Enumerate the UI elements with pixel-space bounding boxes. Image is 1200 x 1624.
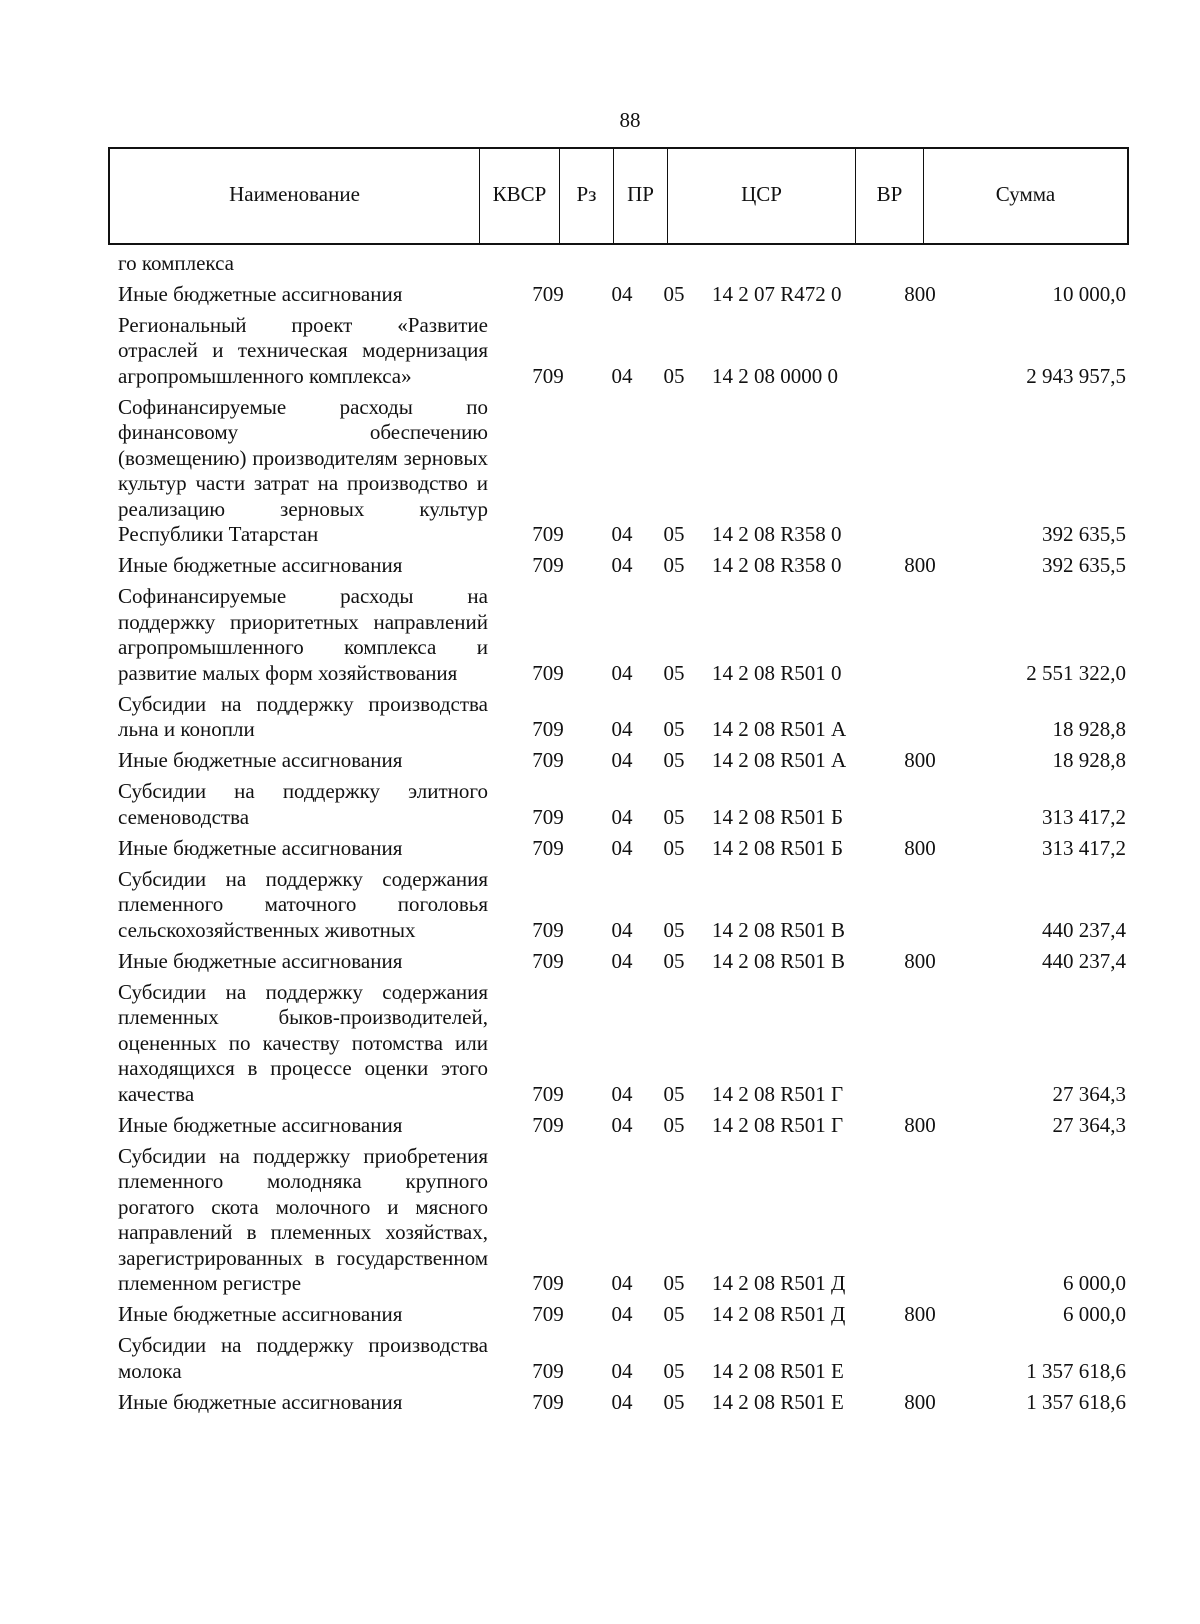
cell-name: Субсидии на поддержку производства молока (118, 1333, 488, 1383)
cell-name: Субсидии на поддержку производства льна и конопли (118, 691, 488, 741)
cell-sum: 392 635,5 (1042, 522, 1126, 546)
cell-csr: 14 2 08 R501 Б (712, 835, 844, 860)
cell-pr: 05 (663, 1081, 685, 1106)
cell-csr: 14 2 08 R501 0 (712, 660, 842, 685)
cell-pr: 05 (663, 363, 685, 388)
cell-pr: 05 (663, 717, 685, 741)
cell-sum: 18 928,8 (1052, 717, 1126, 741)
cell-sum: 392 635,5 (1042, 553, 1126, 577)
cell-sum: 2 551 322,0 (1026, 660, 1126, 685)
cell-sum: 6 000,0 (1063, 1302, 1126, 1326)
cell-csr: 14 2 08 R501 В (712, 948, 846, 973)
cell-sum: 18 928,8 (1052, 748, 1126, 772)
column-header-csr: ЦСР (668, 149, 856, 243)
table-row (118, 692, 1128, 743)
cell-pr: 05 (663, 804, 685, 829)
cell-rz: 04 (611, 660, 633, 685)
table-row (118, 1144, 1128, 1297)
column-header-pr: ПР (614, 149, 668, 243)
cell-pr: 05 (663, 948, 685, 973)
table-body (118, 251, 1128, 1421)
cell-csr: 14 2 07 R472 0 (712, 281, 842, 306)
table-row (118, 949, 1128, 975)
cell-kvsr: 709 (532, 1081, 564, 1106)
cell-name: Софинансируемые расходы на поддержку приоритетных направлений агропромышленного комплекса и развитие малых форм хозяйствования (118, 584, 488, 685)
cell-sum: 2 943 957,5 (1026, 363, 1126, 388)
cell-name: Иные бюджетные ассигнования (118, 1389, 403, 1414)
table-row (118, 748, 1128, 774)
cell-kvsr: 709 (532, 948, 564, 973)
cell-vr: 800 (904, 281, 936, 306)
cell-sum: 10 000,0 (1052, 281, 1126, 306)
cell-pr: 05 (663, 553, 685, 577)
cell-rz: 04 (611, 1081, 633, 1106)
cell-sum: 27 364,3 (1052, 1081, 1126, 1106)
cell-rz: 04 (611, 281, 633, 306)
cell-rz: 04 (611, 363, 633, 388)
cell-rz: 04 (611, 553, 633, 577)
cell-vr: 800 (904, 1112, 936, 1137)
cell-vr: 800 (904, 948, 936, 973)
cell-csr: 14 2 08 R501 Б (712, 804, 844, 829)
table-row (118, 867, 1128, 944)
cell-vr: 800 (904, 748, 936, 772)
table-row (118, 980, 1128, 1108)
cell-pr: 05 (663, 660, 685, 685)
cell-name: Субсидии на поддержку элитного семеноводства (118, 779, 488, 829)
cell-csr: 14 2 08 R501 Г (712, 1081, 844, 1106)
cell-csr: 14 2 08 R501 Е (712, 1358, 844, 1383)
cell-pr: 05 (663, 1358, 685, 1383)
cell-sum: 313 417,2 (1042, 835, 1126, 860)
cell-sum: 1 357 618,6 (1026, 1358, 1126, 1383)
cell-vr: 800 (904, 1389, 936, 1414)
cell-name: Иные бюджетные ассигнования (118, 948, 403, 973)
cell-kvsr: 709 (532, 835, 564, 860)
cell-sum: 440 237,4 (1042, 948, 1126, 973)
cell-csr: 14 2 08 R501 Е (712, 1389, 844, 1414)
cell-rz: 04 (611, 917, 633, 942)
table-header (108, 147, 1129, 245)
cell-vr: 800 (904, 1302, 936, 1326)
table-row (118, 584, 1128, 686)
cell-rz: 04 (611, 804, 633, 829)
cell-rz: 04 (611, 1389, 633, 1414)
cell-pr: 05 (663, 522, 685, 546)
cell-pr: 05 (663, 1302, 685, 1326)
cell-kvsr: 709 (532, 1302, 564, 1326)
cell-sum: 27 364,3 (1052, 1112, 1126, 1137)
cell-rz: 04 (611, 1112, 633, 1137)
table-row (118, 282, 1128, 308)
cell-csr: 14 2 08 R358 0 (712, 522, 842, 546)
cell-csr: 14 2 08 R501 Д (712, 1271, 846, 1295)
cell-kvsr: 709 (532, 281, 564, 306)
cell-kvsr: 709 (532, 1112, 564, 1137)
cell-kvsr: 709 (532, 1389, 564, 1414)
cell-name: Субсидии на поддержку приобретения племенного молодняка крупного рогатого скота молочного и мясного направлений в племенных хозяйствах, зарегистрированных в государственном племенном регистре (118, 1143, 488, 1295)
cell-rz: 04 (611, 1358, 633, 1383)
cell-sum: 6 000,0 (1063, 1271, 1126, 1295)
cell-csr: 14 2 08 R501 Г (712, 1112, 844, 1137)
table-row (118, 1333, 1128, 1384)
cell-name: Иные бюджетные ассигнования (118, 553, 403, 577)
cell-name: Софинансируемые расходы по финансовому обеспечению (возмещению) производителям зерновых культур части затрат на производство и реализацию зерновых культур Республики Татарстан (118, 394, 488, 546)
cell-kvsr: 709 (532, 660, 564, 685)
cell-kvsr: 709 (532, 522, 564, 546)
column-header-rz: Рз (560, 149, 614, 243)
cell-rz: 04 (611, 522, 633, 546)
table-row (118, 553, 1128, 579)
cell-name: Иные бюджетные ассигнования (118, 281, 403, 306)
cell-kvsr: 709 (532, 1358, 564, 1383)
cell-name: го комплекса (118, 251, 234, 275)
cell-rz: 04 (611, 717, 633, 741)
cell-kvsr: 709 (532, 553, 564, 577)
cell-csr: 14 2 08 R501 В (712, 917, 846, 942)
cell-csr: 14 2 08 R501 Д (712, 1302, 846, 1326)
cell-name: Субсидии на поддержку содержания племенного маточного поголовья сельскохозяйственных животных (118, 866, 488, 942)
cell-name: Региональный проект «Развитие отраслей и техническая модернизация агропромышленного комплекса» (118, 312, 488, 388)
table-row (118, 1302, 1128, 1328)
cell-vr: 800 (904, 835, 936, 860)
table-row (118, 779, 1128, 830)
cell-rz: 04 (611, 748, 633, 772)
cell-pr: 05 (663, 1389, 685, 1414)
column-header-vr: ВР (856, 149, 924, 243)
cell-kvsr: 709 (532, 1271, 564, 1295)
cell-name: Иные бюджетные ассигнования (118, 1302, 403, 1326)
cell-rz: 04 (611, 948, 633, 973)
cell-rz: 04 (611, 1302, 633, 1326)
table-row (118, 1113, 1128, 1139)
table-row (118, 1390, 1128, 1416)
cell-kvsr: 709 (532, 917, 564, 942)
cell-sum: 440 237,4 (1042, 917, 1126, 942)
table-row (118, 313, 1128, 390)
cell-csr: 14 2 08 R501 А (712, 748, 847, 772)
table-row (118, 395, 1128, 548)
cell-name: Иные бюджетные ассигнования (118, 1112, 403, 1137)
cell-name: Субсидии на поддержку содержания племенных быков-производителей, оцененных по качеству потомства или находящихся в процессе оценки этого качества (118, 979, 488, 1106)
cell-name: Иные бюджетные ассигнования (118, 748, 403, 772)
table-row (118, 836, 1128, 862)
cell-pr: 05 (663, 281, 685, 306)
cell-rz: 04 (611, 1271, 633, 1295)
cell-pr: 05 (663, 835, 685, 860)
cell-sum: 1 357 618,6 (1026, 1389, 1126, 1414)
page-number: 88 (619, 108, 641, 132)
column-header-kvsr: КВСР (480, 149, 560, 243)
cell-csr: 14 2 08 R501 А (712, 717, 847, 741)
cell-name: Иные бюджетные ассигнования (118, 835, 403, 860)
cell-pr: 05 (663, 1271, 685, 1295)
cell-sum: 313 417,2 (1042, 804, 1126, 829)
cell-csr: 14 2 08 0000 0 (712, 363, 838, 388)
cell-rz: 04 (611, 835, 633, 860)
cell-pr: 05 (663, 917, 685, 942)
column-header-name: Наименование (110, 149, 480, 243)
cell-kvsr: 709 (532, 363, 564, 388)
column-header-sum: Сумма (995, 181, 1056, 206)
cell-kvsr: 709 (532, 748, 564, 772)
cell-vr: 800 (904, 553, 936, 577)
cell-pr: 05 (663, 1112, 685, 1137)
cell-csr: 14 2 08 R358 0 (712, 553, 842, 577)
cell-kvsr: 709 (532, 717, 564, 741)
table-row (118, 251, 1128, 277)
cell-kvsr: 709 (532, 804, 564, 829)
cell-pr: 05 (663, 748, 685, 772)
